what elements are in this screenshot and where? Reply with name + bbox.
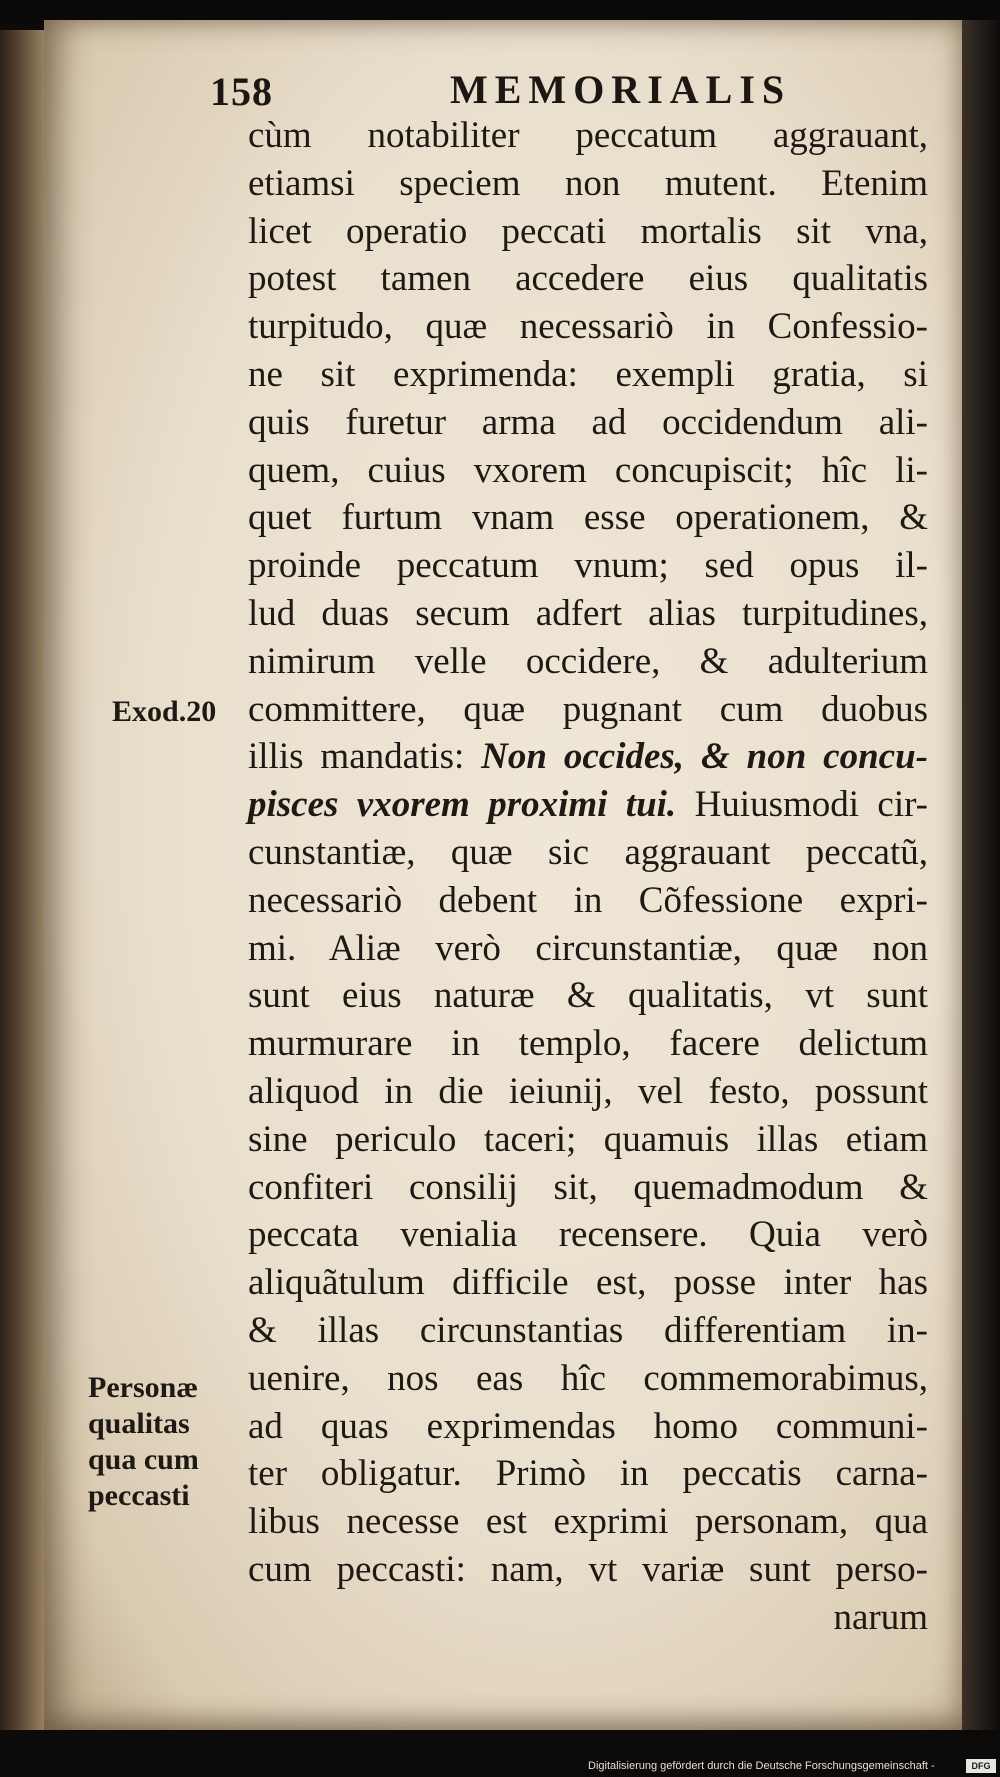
text-line: nimirum velle occidere, & adulterium (248, 640, 928, 682)
margin-note-line: qua cum (88, 1443, 199, 1476)
text-line: ter obligatur. Primò in peccatis carna- (248, 1453, 928, 1495)
catchword: narum (833, 1596, 928, 1638)
text-line: cum peccasti: nam, vt variæ sunt perso- (248, 1548, 928, 1590)
text-line: libus necesse est exprimi personam, qua (248, 1501, 928, 1543)
text-line: mi. Aliæ verò circunstantiæ, quæ non (248, 927, 928, 969)
scan-top-border (0, 0, 1000, 22)
text-line: turpitudo, quæ necessariò in Confessio- (248, 306, 928, 348)
text-line: necessariò debent in Cõfessione expri- (248, 879, 928, 921)
margin-note-persona (88, 1370, 238, 1514)
text-line: ne sit exprimenda: exempli gratia, si (248, 353, 928, 395)
page-number: 158 (210, 69, 273, 114)
text-line: quet furtum vnam esse operationem, & (248, 497, 928, 539)
margin-note-exodus: Exod.20 (112, 695, 217, 728)
text-line: cunstantiæ, quæ sic aggrauant peccatũ, (248, 831, 928, 873)
text-line: quem, cuius vxorem concupiscit; hîc li- (248, 449, 928, 491)
text-line: aliquãtulum difficile est, posse inter has (248, 1262, 928, 1304)
text-line: uenire, nos eas hîc commemorabimus, (248, 1357, 928, 1399)
text-line: licet operatio peccati mortalis sit vna, (248, 210, 928, 252)
margin-note-line: Personæ (88, 1371, 198, 1404)
text-line: sine periculo taceri; quamuis illas etiam (248, 1118, 928, 1160)
text-line: peccata venialia recensere. Quia verò (248, 1214, 928, 1256)
text-line: proinde peccatum vnum; sed opus il- (248, 545, 928, 587)
text-line: aliquod in die ieiunij, vel festo, possunt (248, 1070, 928, 1112)
text-line: pisces vxorem proximi tui. Huiusmodi cir- (248, 784, 928, 826)
dfg-logo: DFG (966, 1759, 996, 1773)
text-line: quis furetur arma ad occidendum ali- (248, 401, 928, 443)
text-line: confiteri consilij sit, quemadmodum & (248, 1166, 928, 1208)
text-line: lud duas secum adfert alias turpitudines, (248, 592, 928, 634)
text-line: ad quas exprimendas homo communi- (248, 1405, 928, 1447)
text-line: etiamsi speciem non mutent. Etenim (248, 162, 928, 204)
text-line: illis mandatis: Non occides, & non concu- (248, 736, 928, 778)
text-line: committere, quæ pugnant cum duobus (248, 688, 928, 730)
text-line: potest tamen accedere eius qualitatis (248, 258, 928, 300)
page-right-shadow (962, 20, 1000, 1730)
text-line: cùm notabiliter peccatum aggrauant, (248, 115, 928, 156)
text-line: sunt eius naturæ & qualitatis, vt sunt (248, 975, 928, 1017)
body-text (248, 112, 928, 1642)
running-head: MEMORIALIS (450, 67, 792, 112)
margin-note-line: peccasti (88, 1479, 190, 1512)
text-line: murmurare in templo, facere delictum (248, 1023, 928, 1065)
digitization-credit: Digitalisierung gefördert durch die Deutsche Forschungsgemeinschaft - (588, 1760, 935, 1772)
text-line: & illas circunstantias differentiam in- (248, 1309, 928, 1351)
margin-note-line: qualitas (88, 1407, 190, 1440)
